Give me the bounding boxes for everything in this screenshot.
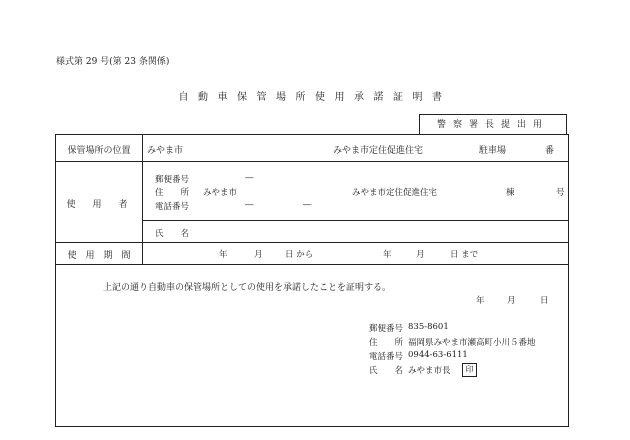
form-number: 様式第 29 号(第 23 条関係) <box>56 57 170 67</box>
certification-date-year: 年 <box>476 296 485 306</box>
user-address-city: みやま市 <box>203 188 238 198</box>
user-phone-dash-1: ― <box>245 200 254 210</box>
row-divider-location <box>55 161 568 162</box>
user-name-label: 氏 名 <box>155 229 190 239</box>
user-building: 棟 <box>506 188 515 198</box>
row-divider-period <box>55 264 568 265</box>
police-submission-box: 警察署長提出用 <box>419 114 567 135</box>
issuer-phone-label: 電話番号 <box>369 352 404 362</box>
issuer-address-label: 住 所 <box>369 338 404 348</box>
row-divider-user <box>55 242 568 243</box>
location-parking: 駐車場 <box>479 146 507 156</box>
period-from-month: 月 <box>254 250 263 260</box>
user-address-housing: みやま市定住促進住宅 <box>352 188 438 198</box>
user-phone-label: 電話番号 <box>155 202 190 212</box>
period-label: 使 用 期 間 <box>67 251 131 261</box>
period-from-year: 年 <box>219 250 228 260</box>
user-address-label: 住 所 <box>155 188 190 198</box>
issuer-postal-value: 835-8601 <box>408 322 449 332</box>
period-to-year: 年 <box>383 250 392 260</box>
period-from-day: 日 から <box>285 250 314 260</box>
seal-mark: 印 <box>462 363 477 377</box>
certification-statement: 上記の通り自動車の保管場所としての使用を承諾したことを証明する。 <box>103 283 392 293</box>
issuer-postal-label: 郵便番号 <box>369 324 404 334</box>
location-city: みやま市 <box>147 146 184 156</box>
issuer-address-value: 福岡県みやま市瀬高町小川５番地 <box>408 338 536 348</box>
issuer-name-value: みやま市長 <box>408 366 451 376</box>
user-postal-label: 郵便番号 <box>155 175 190 185</box>
label-column-divider <box>142 134 143 264</box>
row-divider-user-name <box>142 220 568 221</box>
period-to-day: 日 まで <box>450 250 479 260</box>
user-label: 使 用 者 <box>66 200 132 210</box>
location-number-suffix: 番 <box>545 146 555 156</box>
issuer-phone-value: 0944-63-6111 <box>408 350 468 360</box>
certification-date-day: 日 <box>540 296 549 306</box>
period-to-month: 月 <box>416 250 425 260</box>
document-title: 自動車保管場所使用承諾証明書 <box>178 92 452 103</box>
issuer-name-label: 氏 名 <box>369 366 404 376</box>
user-postal-dash: ― <box>245 173 254 183</box>
certification-date-month: 月 <box>507 296 516 306</box>
location-label: 保管場所の位置 <box>67 146 131 156</box>
user-phone-dash-2: ― <box>303 200 312 210</box>
location-housing: みやま市定住促進住宅 <box>333 146 424 156</box>
user-room: 号 <box>556 188 565 198</box>
